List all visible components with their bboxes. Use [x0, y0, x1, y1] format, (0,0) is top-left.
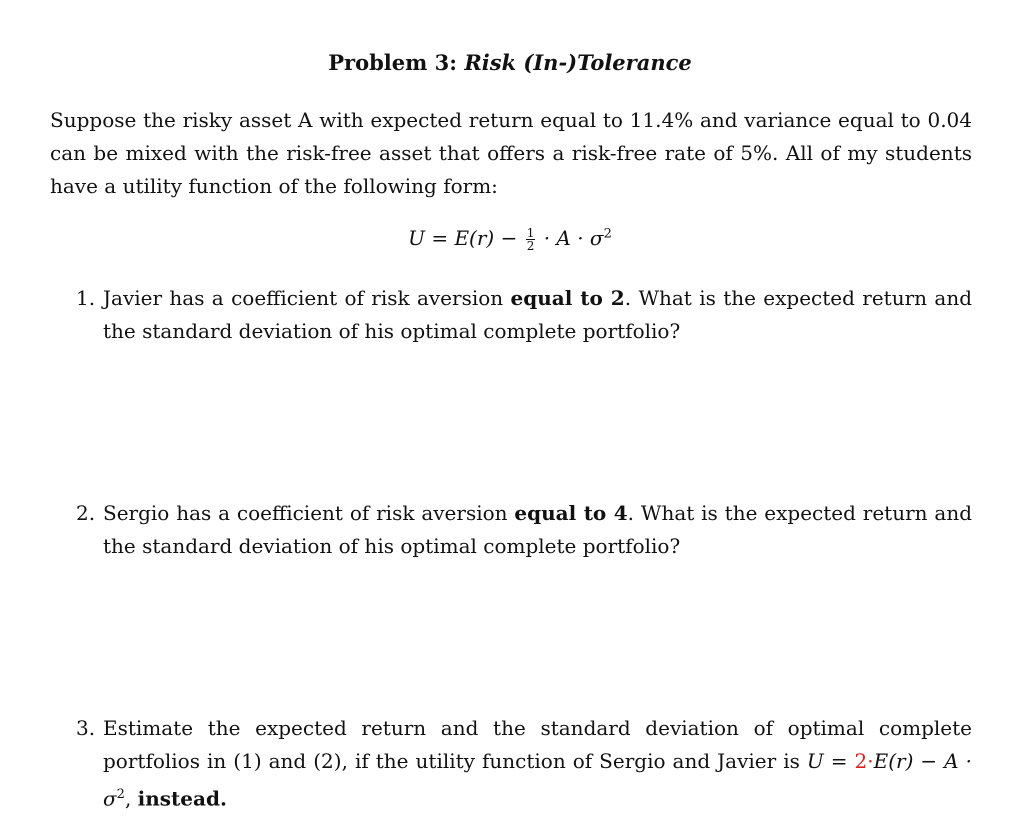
question-3-number: 3. [76, 716, 96, 740]
problem-number: Problem 3: [328, 50, 457, 75]
question-1-pre: Javier has a coefficient of risk aversion [103, 286, 504, 310]
question-3 [76, 712, 972, 816]
question-3-pre: Estimate the expected return and the standard deviation of optimal complete portfolios in (1) and (2), if the utility function of Sergio and Javier is [103, 716, 972, 773]
problem-title [0, 50, 1020, 75]
formula-rhs: · A · σ [543, 226, 604, 250]
question-3-comma: , [124, 786, 132, 811]
question-3-exponent: 2 [116, 787, 125, 802]
question-2-body [103, 497, 972, 563]
question-3-bold-end: instead. [137, 786, 227, 811]
question-1-body [103, 282, 972, 348]
question-2-post: . What is the expected return and the standard deviation of his optimal complete portfolio? [103, 501, 973, 558]
formula-lhs: U = E(r) − [408, 226, 518, 250]
question-1-post: . What is the expected return and the standard deviation of his optimal complete portfolio? [103, 286, 972, 343]
question-3-formula-u: U = [806, 749, 848, 773]
fraction-numerator: 1 [526, 226, 535, 240]
formula-exponent: 2 [603, 226, 612, 242]
question-1-number: 1. [76, 286, 96, 310]
question-2 [76, 497, 972, 563]
question-1-bold: equal to 2 [510, 286, 625, 310]
utility-formula [0, 226, 1020, 252]
fraction-denominator: 2 [526, 239, 535, 253]
question-2-bold: equal to 4 [514, 501, 628, 525]
question-2-number: 2. [76, 501, 96, 525]
question-3-body [103, 712, 972, 816]
question-1 [76, 282, 972, 348]
formula-fraction [526, 227, 536, 252]
question-3-formula-rest: E(r) − A · σ [103, 749, 972, 811]
question-3-formula-red: 2· [854, 749, 874, 773]
problem-subtitle: Risk (In-)Tolerance [464, 50, 692, 75]
question-2-pre: Sergio has a coefficient of risk aversion [103, 501, 508, 525]
intro-paragraph: Suppose the risky asset A with expected return equal to 11.4% and variance equal to 0.04 can be mixed with the risk-free asset that offers a risk-free rate of 5%. All of my students have a utility function of the following form: [50, 108, 972, 198]
